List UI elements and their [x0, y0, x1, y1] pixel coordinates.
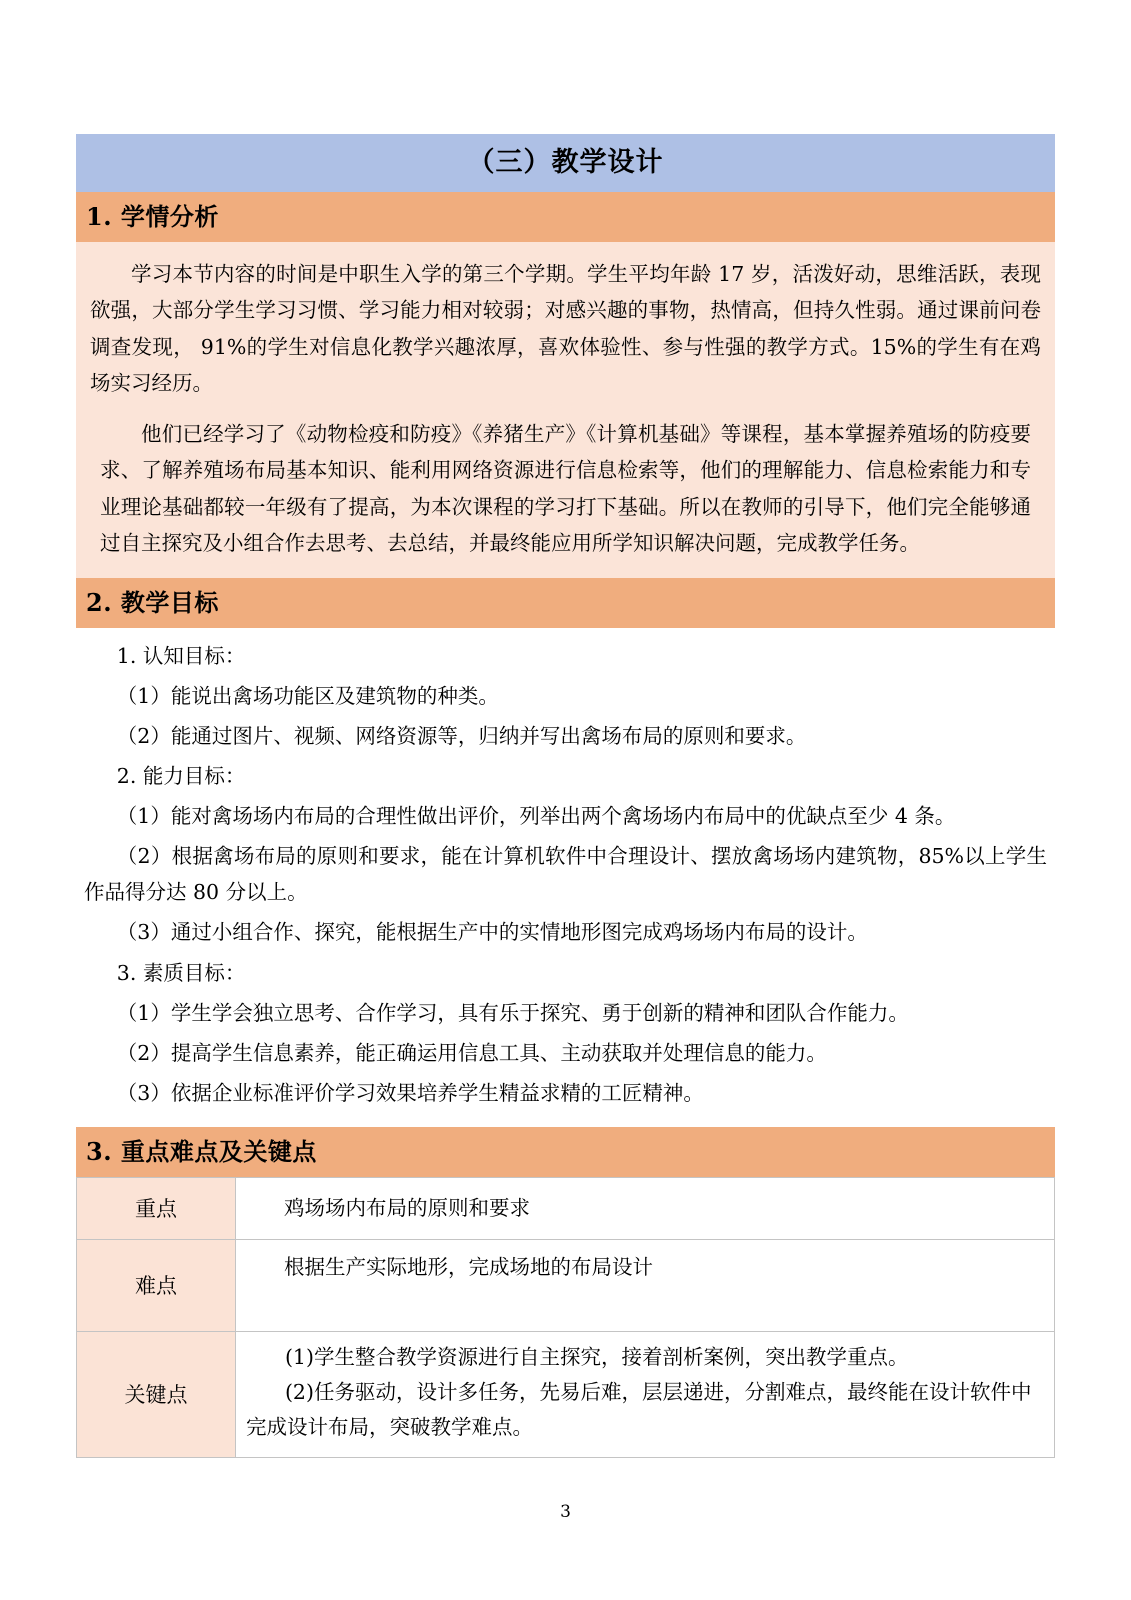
table-cell-line: (1)学生整合教学资源进行自主探究，接着剖析案例，突出教学重点。 [284, 1344, 909, 1369]
analysis-paragraph-2: 他们已经学习了《动物检疫和防疫》《养猪生产》《计算机基础》等课程，基本掌握养殖场的防疫要求、了解养殖场布局基本知识、能利用网络资源进行信息检索等，他们的理解能力、信息检索能力和专业理论基础都较一年级有了提高，为本次课程的学习打下基础。所以在教师的引导下，他们完全能够通过自主探究及小组合作去思考、去总结，并最终能应用所学知识解决问题，完成教学任务。 [100, 421, 1031, 556]
objective-line: （2）根据禽场布局的原则和要求，能在计算机软件中合理设计、摆放禽场场内建筑物，85%以上学生作品得分达 80 分以上。 [84, 844, 1047, 905]
table-cell-value [236, 1177, 1055, 1239]
document-body [76, 134, 1055, 1458]
analysis-content [76, 242, 1055, 578]
objective-line: （1）学生学会独立思考、合作学习，具有乐于探究、勇于创新的精神和团队合作能力。 [116, 1000, 909, 1025]
page-number: 3 [560, 1502, 571, 1522]
table-row [77, 1177, 1055, 1239]
objectives-content [76, 628, 1055, 1127]
objective-line: 3. 素质目标： [116, 960, 246, 985]
section-heading-analysis: 1. 学情分析 [76, 192, 1055, 242]
objective-line: （1）能说出禽场功能区及建筑物的种类。 [116, 683, 499, 708]
key-points-table [76, 1177, 1055, 1458]
objective-line: （2）能通过图片、视频、网络资源等，归纳并写出禽场布局的原则和要求。 [116, 724, 807, 749]
table-row [77, 1239, 1055, 1331]
analysis-paragraph-1: 学习本节内容的时间是中职生入学的第三个学期。学生平均年龄 17 岁，活泼好动，思维活跃，表现欲强，大部分学生学习习惯、学习能力相对较弱；对感兴趣的事物，热情高，但持久性弱。通过课前问卷调查发现， 91%的学生对信息化教学兴趣浓厚，喜欢体验性、参与性强的教学方式。15%的学生有在鸡场实习经历。 [90, 262, 1041, 396]
table-cell-line: (2)任务驱动，设计多任务，先易后难，层层递进，分割难点，最终能在设计软件中完成设计布局，突破教学难点。 [246, 1379, 1032, 1439]
table-cell-line: 根据生产实际地形，完成场地的布局设计 [284, 1254, 653, 1279]
section-heading-objectives: 2. 教学目标 [76, 578, 1055, 628]
table-cell-label: 难点 [77, 1239, 236, 1331]
objective-line: 2. 能力目标： [116, 764, 246, 789]
objective-line: （3）通过小组合作、探究，能根据生产中的实情地形图完成鸡场场内布局的设计。 [116, 920, 868, 945]
section-heading-key-points: 3. 重点难点及关键点 [76, 1127, 1055, 1177]
objective-line: （2）提高学生信息素养，能正确运用信息工具、主动获取并处理信息的能力。 [116, 1040, 827, 1065]
table-cell-value [236, 1331, 1055, 1457]
page-title: （三）教学设计 [76, 134, 1055, 192]
table-cell-line: 鸡场场内布局的原则和要求 [284, 1195, 530, 1220]
table-cell-value [236, 1239, 1055, 1331]
table-cell-label: 关键点 [77, 1331, 236, 1457]
table-row [77, 1331, 1055, 1457]
table-cell-label: 重点 [77, 1177, 236, 1239]
objective-line: （3）依据企业标准评价学习效果培养学生精益求精的工匠精神。 [116, 1080, 704, 1105]
objective-line: 1. 认知目标： [116, 643, 246, 668]
objective-line: （1）能对禽场场内布局的合理性做出评价，列举出两个禽场场内布局中的优缺点至少 4 条。 [116, 804, 956, 829]
